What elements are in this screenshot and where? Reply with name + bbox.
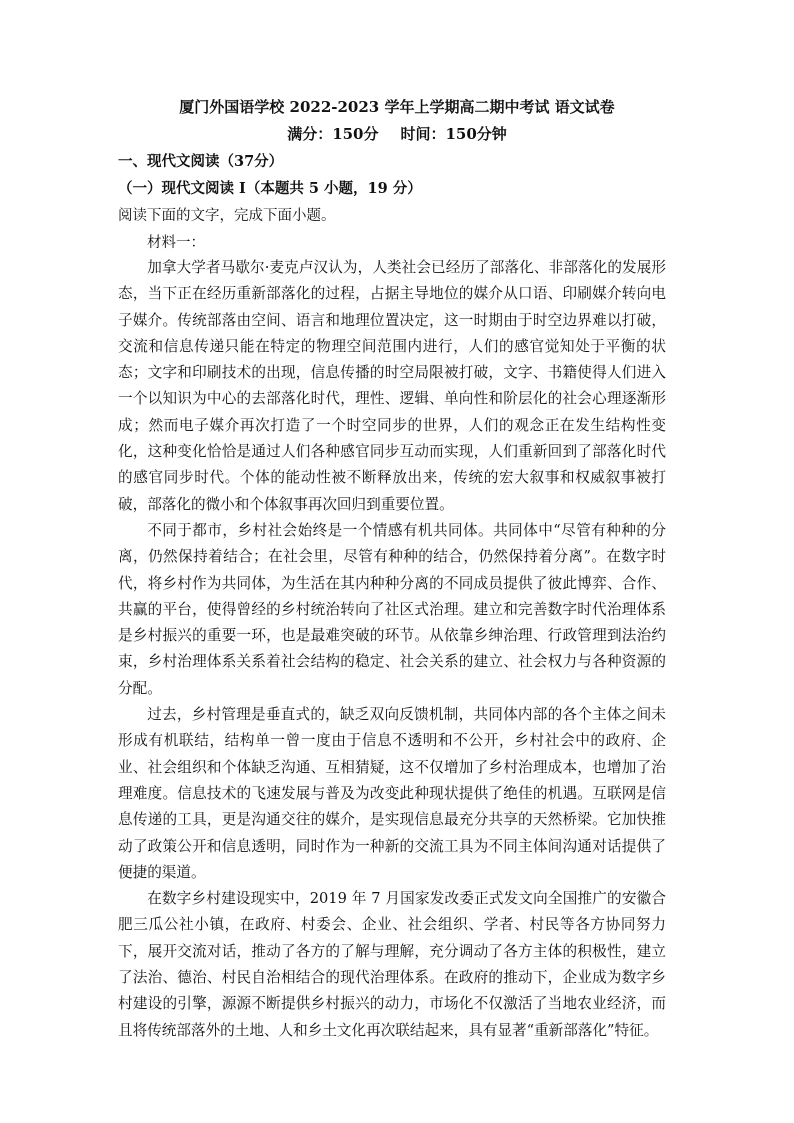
subsection-heading: （一）现代文阅读 Ⅰ（本题共 5 小题，19 分） [118,180,422,197]
material-label: 材料一： [147,235,205,251]
passage-paragraph-3: 过去，乡村管理是垂直式的，缺乏双向反馈机制，共同体内部的各个主体之间未形成有机联结，结构单一曾一度由于信息不透明和不公开，乡村社会中的政府、企业、社会组织和个体缺乏沟通、互相猜疑，这不仅增加了乡村治理成本，也增加了治理难度。信息技术的飞速发展与普及为改变此种现状提供了绝佳的机遇。互联网是信息传递的工具，更是沟通交往的媒介，是实现信息最充分共享的天然桥梁。它加快推动了政策公开和信息透明，同时作为一种新的交流工具为不同主体间沟通对话提供了便捷的渠道。 [118,706,666,881]
exam-time: 时间：150分钟 [400,125,507,143]
passage-paragraph-1: 加拿大学者马歇尔·麦克卢汉认为，人类社会已经历了部落化、非部落化的发展形态，当下正在经历重新部落化的过程，占据主导地位的媒介从口语、印刷媒介转向电子媒介。传统部落由空间、语言和地理位置决定，这一时期由于时空边界难以打破，交流和信息传递只能在特定的物理空间范围内进行，人们的感官觉知处于平衡的状态；文字和印刷技术的出现，信息传播的时空局限被打破，文字、书籍使得人们进入一个以知识为中心的去部落化时代，理性、逻辑、单向性和阶层化的社会心理逐渐形成；然而电子媒介再次打造了一个时空同步的世界，人们的观念正在发生结构性变化，这种变化恰恰是通过人们各种感官同步互动而实现，人们重新回到了部落化时代的感官同步时代。个体的能动性被不断释放出来，传统的宏大叙事和权威叙事被打破，部落化的微小和个体叙事再次回归到重要位置。 [118,259,666,513]
passage-paragraph-2: 不同于都市，乡村社会始终是一个情感有机共同体。共同体中“尽管有种种的分离，仍然保持着结合；在社会里，尽管有种种的结合，仍然保持着分离”。在数字时代，将乡村作为共同体，为生活在其内种种分离的不同成员提供了彼此博弈、合作、共赢的平台，使得曾经的乡村统治转向了社区式治理。建立和完善数字时代治理体系是乡村振兴的重要一环，也是最难突破的环节。从依靠乡绅治理、行政管理到法治约束，乡村治理体系关系着社会结构的稳定、社会关系的建立、社会权力与各种资源的分配。 [118,521,666,697]
section-heading: 一、现代文阅读（37分） [118,153,284,170]
exam-meta [0,123,794,144]
passage-paragraph-4: 在数字乡村建设现实中，2019 年 7 月国家发改委正式发文向全国推广的安徽合肥三瓜公社小镇，在政府、村委会、企业、社会组织、学者、村民等各方协同努力下，展开交流对话，推动了各方的了解与理解，充分调动了各方主体的积极性，建立了法治、德治、村民自治相结合的现代治理体系。在政府的推动下，企业成为数字乡村建设的引擎，源源不断提供乡村振兴的动力，市场化不仅激活了当地农业经济，而且将传统部落外的土地、人和乡土文化再次联结起来，具有显著“重新部落化”特征。 [118,890,666,1039]
reading-passage [118,255,666,1044]
instruction-text: 阅读下面的文字，完成下面小题。 [118,208,336,224]
exam-title: 厦门外国语学校 2022-2023 学年上学期高二期中考试 语文试卷 [179,98,615,116]
full-score: 满分：150分 [287,125,379,143]
